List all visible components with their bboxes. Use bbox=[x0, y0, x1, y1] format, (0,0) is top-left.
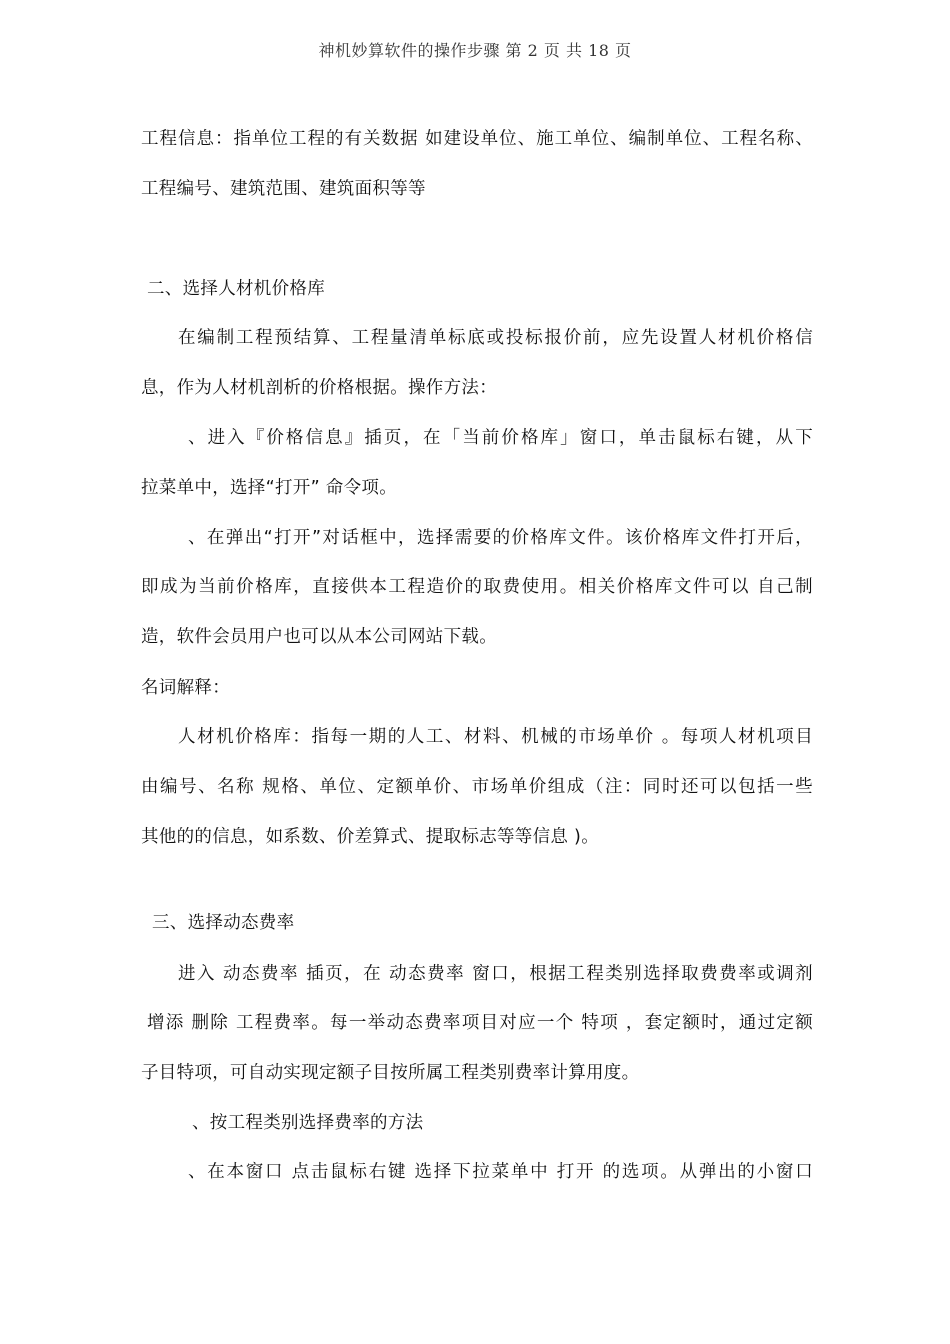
page-header: 神机妙算软件的操作步骤 第 2 页 共 18 页 bbox=[318, 41, 632, 60]
paragraph-line: 由编号、名称 规格、单位、定额单价、市场单价组成（注：同时还可以包括一些 bbox=[141, 777, 813, 797]
paragraph-line: 人材机价格库：指每一期的人工、材料、机械的市场单价 。每项人材机项目 bbox=[178, 727, 813, 747]
paragraph-line: 造，软件会员用户也可以从本公司网站下载。 bbox=[141, 627, 497, 647]
subsection-heading: 、按工程类别选择费率的方法 bbox=[192, 1113, 424, 1133]
paragraph-line: 在编制工程预结算、工程量清单标底或投标报价前，应先设置人材机价格信 bbox=[178, 328, 813, 348]
paragraph-line: 子目特项，可自动实现定额子目按所属工程类别费率计算用度。 bbox=[141, 1063, 640, 1083]
paragraph-line: 进入 动态费率 插页，在 动态费率 窗口，根据工程类别选择取费费率或调剂 bbox=[178, 964, 813, 984]
section-heading: 三、选择动态费率 bbox=[152, 913, 295, 933]
paragraph-line: 、在弹出“打开”对话框中，选择需要的价格库文件。该价格库文件打开后， bbox=[188, 528, 813, 548]
paragraph-line: 工程编号、建筑范围、建筑面积等等 bbox=[141, 179, 426, 199]
paragraph-line: 拉菜单中，选择“打开” 命令项。 bbox=[141, 478, 397, 498]
paragraph-line: 名词解释： bbox=[141, 678, 230, 698]
section-heading: 二、选择人材机价格库 bbox=[147, 279, 325, 299]
paragraph-line: 、进入『价格信息』插页，在「当前价格库」窗口，单击鼠标右键，从下 bbox=[188, 428, 813, 448]
paragraph-line: 息，作为人材机剖析的价格根据。操作方法： bbox=[141, 378, 497, 398]
paragraph-line: 工程信息：指单位工程的有关数据 如建设单位、施工单位、编制单位、工程名称、 bbox=[141, 129, 813, 149]
paragraph-line: 即成为当前价格库，直接供本工程造价的取费使用。相关价格库文件可以 自己制 bbox=[141, 577, 813, 597]
paragraph-line: 增添 删除 工程费率。每一举动态费率项目对应一个 特项 ，套定额时，通过定额 bbox=[147, 1013, 813, 1033]
paragraph-line: 、在本窗口 点击鼠标右键 选择下拉菜单中 打开 的选项。从弹出的小窗口 bbox=[188, 1162, 813, 1182]
paragraph-line: 其他的的信息，如系数、价差算式、提取标志等等信息 )。 bbox=[141, 827, 599, 847]
